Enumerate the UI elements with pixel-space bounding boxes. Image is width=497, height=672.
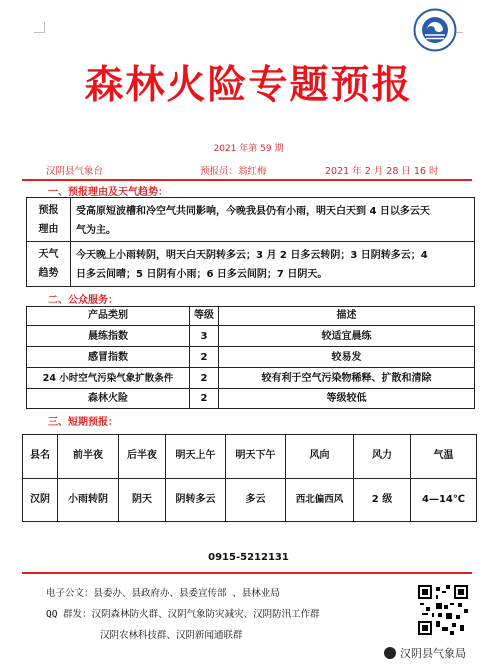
row-product-morning: 晨练指数 bbox=[88, 331, 128, 342]
watermark-text: 汉阴县气象局 bbox=[400, 647, 466, 660]
wechat-icon bbox=[384, 647, 396, 659]
short-header-temperature: 气温 bbox=[433, 450, 454, 461]
reason-text-line2: 气为主。 bbox=[76, 225, 116, 236]
row-desc-fire: 等级较低 bbox=[326, 393, 367, 404]
section-2-heading: 二、公众服务： bbox=[48, 295, 118, 306]
wechat-watermark bbox=[384, 645, 466, 661]
trend-label-line1: 天气 bbox=[38, 249, 59, 260]
issue-number: 2021 年第 59 期 bbox=[213, 144, 284, 154]
col-header-desc: 描述 bbox=[336, 310, 357, 321]
reason-label-line1: 预报 bbox=[38, 205, 59, 216]
row-desc-air: 较有利于空气污染物稀释、扩散和清除 bbox=[261, 373, 432, 384]
short-header-second-half-night: 后半夜 bbox=[127, 450, 157, 461]
short-header-wind-direction: 风向 bbox=[309, 450, 330, 461]
row-level-air: 2 bbox=[200, 373, 208, 384]
header-rule bbox=[22, 179, 472, 181]
short-cell-county: 汉阴 bbox=[30, 494, 50, 505]
section-1-heading: 一、预报理由及天气趋势： bbox=[48, 187, 168, 198]
row-product-air: 24 小时空气污染气象扩散条件 bbox=[42, 373, 174, 384]
short-cell-tomorrow-pm: 多云 bbox=[245, 494, 266, 505]
forecaster-name: 预报员：翁红梅 bbox=[200, 166, 267, 177]
short-cell-first-half-night: 小雨转阴 bbox=[68, 494, 108, 505]
short-header-tomorrow-pm: 明天下午 bbox=[235, 450, 276, 461]
contact-phone: 0915-5212131 bbox=[208, 552, 289, 563]
row-desc-cold: 较易发 bbox=[331, 352, 362, 363]
reason-label-line2: 理由 bbox=[38, 224, 59, 235]
short-cell-temperature: 4—14℃ bbox=[422, 494, 465, 505]
short-cell-wind-force: 2 级 bbox=[371, 494, 393, 505]
row-level-morning: 3 bbox=[200, 331, 208, 342]
reason-text-line1: 受高原短波槽和冷空气共同影响，今晚我县仍有小雨，明天白天到 4 日以多云天 bbox=[76, 206, 430, 217]
row-desc-morning: 较适宜晨练 bbox=[321, 331, 372, 342]
footer-distribution-line: 电子公文：县委办、县政府办、县委宣传部 、县林业局 bbox=[46, 588, 280, 599]
short-cell-tomorrow-am: 阴转多云 bbox=[175, 494, 216, 505]
short-header-county: 县名 bbox=[30, 450, 50, 461]
issue-date: 2021 年 2 月 28 日 16 时 bbox=[325, 166, 439, 177]
row-level-cold: 2 bbox=[200, 352, 208, 363]
footer-qq-line-2: 汉阴农林科技群、汉阴新闻通联群 bbox=[100, 630, 243, 641]
section-3-heading: 三、短期预报： bbox=[48, 417, 118, 428]
col-header-product: 产品类别 bbox=[88, 310, 128, 321]
document-title: 森林火险专题预报 bbox=[84, 62, 413, 108]
row-level-fire: 2 bbox=[200, 393, 208, 404]
short-header-tomorrow-am: 明天上午 bbox=[175, 450, 216, 461]
trend-text-line1: 今天晚上小雨转阴，明天白天阴转多云；3 月 2 日多云转阴；3 日阴转多云；4 bbox=[76, 250, 428, 261]
cma-logo-icon bbox=[413, 8, 457, 52]
row-product-fire: 森林火险 bbox=[88, 393, 128, 404]
station-name: 汉阴县气象台 bbox=[46, 166, 104, 177]
footer-qq-line-1: QQ 群发：汉阴森林防火群、汉阴气象防灾减灾、汉阴防汛工作群 bbox=[46, 609, 320, 620]
short-header-first-half-night: 前半夜 bbox=[73, 450, 103, 461]
col-header-level: 等级 bbox=[194, 310, 214, 321]
row-product-cold: 感冒指数 bbox=[88, 352, 128, 363]
qr-code-icon bbox=[418, 585, 468, 635]
short-cell-second-half-night: 阴天 bbox=[132, 494, 152, 505]
short-cell-wind-direction: 西北偏西风 bbox=[295, 494, 344, 505]
trend-label-line2: 趋势 bbox=[38, 268, 59, 279]
short-header-wind-force: 风力 bbox=[372, 450, 392, 461]
footer-rule bbox=[22, 572, 472, 574]
trend-text-line2: 日多云间晴；5 日阴有小雨；6 日多云间阴；7 日阴天。 bbox=[76, 269, 328, 280]
crop-mark-top-left bbox=[34, 22, 45, 33]
